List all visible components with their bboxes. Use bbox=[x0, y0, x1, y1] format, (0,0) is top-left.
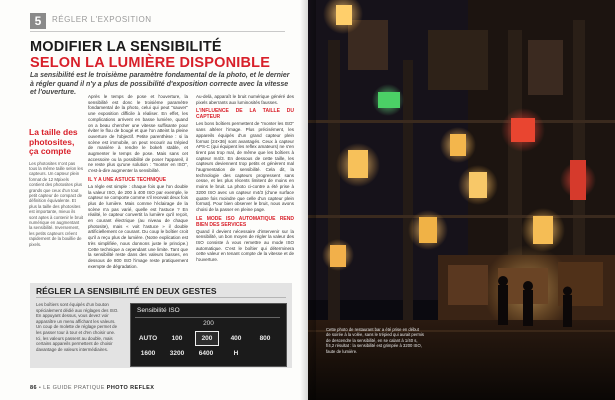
iso-howto-box bbox=[30, 283, 292, 368]
sidebar-heading: La taille des photosites, ça compte bbox=[29, 127, 78, 156]
iso-option: 3200 bbox=[169, 350, 185, 357]
iso-current-value: 200 bbox=[203, 320, 214, 327]
right-page-photo bbox=[308, 0, 615, 400]
box-text: Les boîtiers sont équipés d'un bouton spécialement dédié aux réglages des ISO. En appuyant dessus, vous devez voir apparaître un menu affichant les valeurs. Un coup de molette de réglage permet de les passer tour à tour et d'en choisir une. Ici, les valeurs passent au double, mais certains appareils permettent de choisir davantage de valeurs intermédiaires. bbox=[36, 302, 119, 352]
paragraph: Quand il devient nécessaire d'intervenir sur la sensibilité, un bon moyen de régler la valeur des ISO consiste à vous remettre au mode ISO automatique. C'est le boîtier qui déterminera cette valeur en tenant compte de la vitesse et de l'ouverture. bbox=[196, 228, 294, 263]
book-title-bold: PHOTO REFLEX bbox=[106, 385, 155, 391]
paragraph: La règle est simple : chaque fois que l'on double la valeur ISO, de 200 à 400 ISO par exemple, le capteur se comporte comme s'il recevait deux fois plus de lumière. Mais comme l'éclairage de la scène n'a pas varié, quelle est l'astuce ? En réalité, le capteur convertit la lumière qu'il reçoit, en courant électrique (au niveau de chaque photosite), mais « voit l'astuce » il double artificiellement ce courant. Du coup le boîtier croit qu'il a reçu plus de lumière. (Notre explication est très simplifiée, nous donnons juste le principe.) Cette technique a cependant une limite. Tant que la sensibilité reste dans des valeurs basses, en dessous de 800 ISO l'image reste pratiquement exempte de dégradation. bbox=[88, 183, 188, 269]
iso-value-grid bbox=[135, 330, 282, 362]
chapter-number-badge: 5 bbox=[30, 13, 46, 29]
page-footer bbox=[30, 385, 154, 391]
iso-option-selected: 200 bbox=[195, 331, 219, 346]
article-title-line1: MODIFIER LA SENSIBILITÉ bbox=[30, 39, 222, 55]
iso-option: 800 bbox=[259, 335, 271, 342]
iso-option: H bbox=[233, 350, 239, 357]
box-divider bbox=[36, 297, 286, 298]
iso-option: 100 bbox=[171, 335, 183, 342]
book-title-plain: LE GUIDE PRATIQUE bbox=[43, 385, 105, 391]
paragraph: Au-delà, apparaît le bruit numérique généré des pixels aberrants aux luminosités fausses. bbox=[196, 94, 294, 105]
photo-caption: Cette photo de restaurant bar a été prise en début de soirée à la volée, sans le trépied qui aurait permis de descendre la sensibilité, en se calant à 1/40 s, f/4,2 résultat : la sensibilité est grimpée à 3200 ISO, faute de lumière. bbox=[326, 327, 424, 354]
body-column-2 bbox=[196, 94, 294, 265]
box-title: RÉGLER LA SENSIBILITÉ EN DEUX GESTES bbox=[36, 286, 217, 296]
subheading: IL Y A UNE ASTUCE TECHNIQUE bbox=[88, 176, 167, 183]
page-number: 86 bbox=[30, 385, 37, 391]
article-intro: La sensibilité est le troisième paramètre fondamental de la photo, et le dernier à régler quand il n'y a plus de possibilité d'exposition correcte avec la vitesse et l'ouverture. bbox=[30, 72, 290, 97]
footer-separator-icon: • bbox=[38, 385, 44, 391]
sidebar-note bbox=[29, 128, 83, 247]
paragraph: Après le temps de pose et l'ouverture, la sensibilité est donc le troisième paramètre fondamental de la photo, celui qui peut "sauver" une exposition difficile à réaliser. En effet, les complications arrivent en basse lumière, quand on a beau chercher une vitesse suffisante pour éviter le flou de bougé et que l'on atteint la pleine ouverture de l'objectif. Petite parenthèse : si la scène est immobile, on peut recourir au trépied de manière à rendre le bokeh stable, et augmenter le temps de pose. Mais sans cet accessoire ou la possibilité de poser l'appareil, il ne reste plus qu'une solution : "monter en ISO", c'est-à-dire augmenter la sensibilité. bbox=[88, 94, 188, 174]
iso-option: 400 bbox=[230, 335, 242, 342]
iso-menu-divider bbox=[135, 317, 280, 318]
chapter-divider bbox=[30, 31, 285, 32]
iso-option: 1600 bbox=[140, 350, 156, 357]
iso-option: AUTO bbox=[138, 335, 158, 342]
paragraph: Les bons boîtiers permettent de "monter les ISO" sans altérer l'image. Plus précisément, les appareils équipés d'un grand capteur plein format (24×36) sont avantagés. Ceux à capteur APS-C (qui équipent les reflex amateurs) ne s'en tirent pas trop mal, de même que les boîtiers à capteur m4/3. En dessous de cette taille, les capteurs deviennent trop petits et génèrent mal l'augmentation de sensibilité. Cela dit, la technologie des capteurs progressent sans cesse, et les plus récents limitent de moins en moins le bruit. La photo ci-contre a été prise à 3200 ISO avec un capteur m4/3 (d'une surface quatre fois moindre que celle d'un capteur plein format). Pour bien observer le bruit, nous avons choisi de la passer en pleine page. bbox=[196, 121, 294, 212]
body-column-1 bbox=[88, 94, 188, 271]
iso-option: 6400 bbox=[198, 350, 214, 357]
subheading: LE MODE ISO AUTOMATIQUE REND BIEN DES SERVICES bbox=[196, 215, 294, 228]
subheading: L'INFLUENCE DE LA TAILLE DU CAPTEUR bbox=[196, 108, 294, 121]
iso-menu-label: Sensibilité ISO bbox=[137, 307, 180, 314]
sidebar-body: Les photosites n'ont pas tous la même taille selon les capteurs. Un capteur plein format de 12 Mpixels contient des photosites plus grands que ceux d'un tout petit capteur de compact de définition équivalente. Et plus la taille des photosites est importante, mieux ils sont aptes à contenir le bruit numérique en augmentant la sensibilité. Inversement, les petits capteurs créent rapidement de la bouillie de pixels. bbox=[29, 160, 83, 247]
chapter-title: RÉGLER L'EXPOSITION bbox=[52, 15, 152, 24]
article-title-line2: SELON LA LUMIÈRE DISPONIBLE bbox=[30, 55, 271, 71]
iso-menu-screenshot bbox=[130, 303, 287, 367]
